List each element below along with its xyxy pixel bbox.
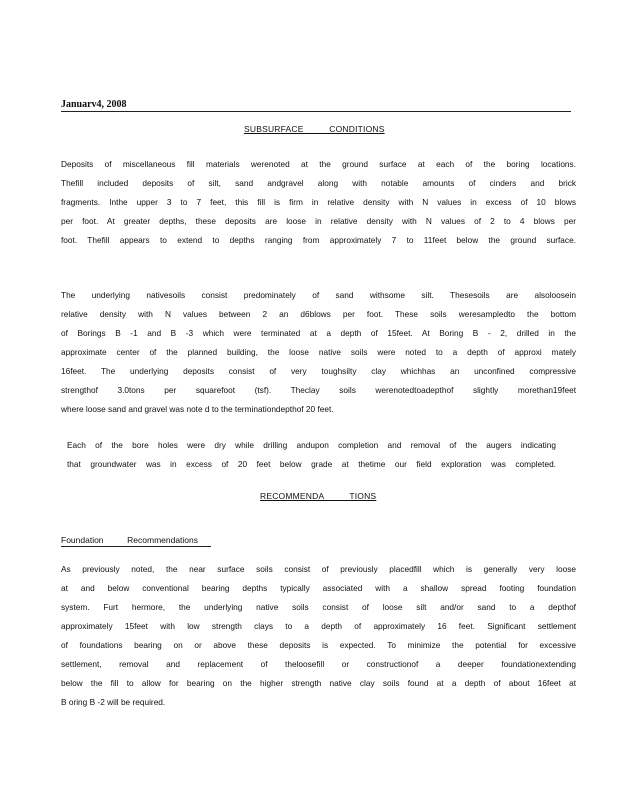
paragraph-foundation [61, 560, 576, 712]
text-line: that groundwater was in excess of 20 feet below grade at thetime our field exploration was completed. [67, 459, 556, 469]
text-line: Deposits of miscellaneous fill materials werenoted at the ground surface at each of the boring locations. [61, 159, 576, 169]
text-line: As previously noted, the near surface soils consist of previously placedfill which is generally very loose [61, 564, 576, 574]
heading-recommendations: RECOMMENDA TIONS [260, 491, 377, 501]
heading-subsurface-conditions: SUBSURFACE CONDITIONS [244, 124, 385, 134]
text-line: per foot. At greater depths, these deposits are loose in relative density with N values of 2 to 4 blows per [61, 216, 576, 226]
document-date: Januarv4, 2008 [61, 99, 127, 110]
text-line: at and below conventional bearing depths typically associated with a shallow spread footing foundation [61, 583, 576, 593]
text-line: relative density with N values between 2 an d6blows per foot. These soils weresampledto the bottom [61, 309, 576, 319]
text-line: fragments. Inthe upper 3 to 7 feet, this fill is firm in relative density with N values in excess of 10 blows [61, 197, 576, 207]
text-line: settlement, removal and replacement of theloosefill or constructionof a deeper foundationextending [61, 659, 576, 669]
paragraph-fill-deposits [61, 155, 576, 250]
text-line: system. Furt hermore, the underlying native soils consist of loose silt and/or sand to a depthof [61, 602, 576, 612]
text-line: approximately 15feet with low strength clays to a depth of approximately 16 feet. Significant settlement [61, 621, 576, 631]
text-line: B oring B -2 will be required. [61, 697, 166, 707]
text-line: strengthof 3.0tons per squarefoot (tsf). Theclay soils werenotedtoadepthof slightly morethan19feet [61, 385, 576, 395]
paragraph-groundwater [67, 436, 556, 474]
text-line: of Borings B -1 and B -3 which were terminated at a depth of 15feet. At Boring B - 2, drilled in the [61, 328, 576, 338]
date-header [61, 99, 571, 112]
text-line: below the fill to allow for bearing on the higher strength native clay soils found at a depth of about 16feet at [61, 678, 576, 688]
text-line: 16feet. The underlying deposits consist of very toughsilty clay whichhas an unconfined compressive [61, 366, 576, 376]
text-line: where loose sand and gravel was note d to the terminationdepthof 20 feet. [61, 404, 334, 414]
text-line: of foundations bearing on or above these deposits is expected. To minimize the potential for excessive [61, 640, 576, 650]
heading-foundation-recommendations: Foundation Recommendations [61, 535, 211, 547]
text-line: approximate center of the planned building, the loose native soils were noted to a depth of approxi mately [61, 347, 576, 357]
text-line: foot. Thefill appears to extend to depths ranging from approximately 7 to 11feet below the ground surface. [61, 235, 576, 245]
paragraph-native-soils [61, 286, 576, 419]
text-line: The underlying nativesoils consist predominately of sand withsome silt. Thesesoils are alsoloosein [61, 290, 576, 300]
text-line: Thefill included deposits of silt, sand andgravel along with notable amounts of cinders and brick [61, 178, 576, 188]
text-line: Each of the bore holes were dry while drilling andupon completion and removal of the augers indicating [67, 440, 556, 450]
